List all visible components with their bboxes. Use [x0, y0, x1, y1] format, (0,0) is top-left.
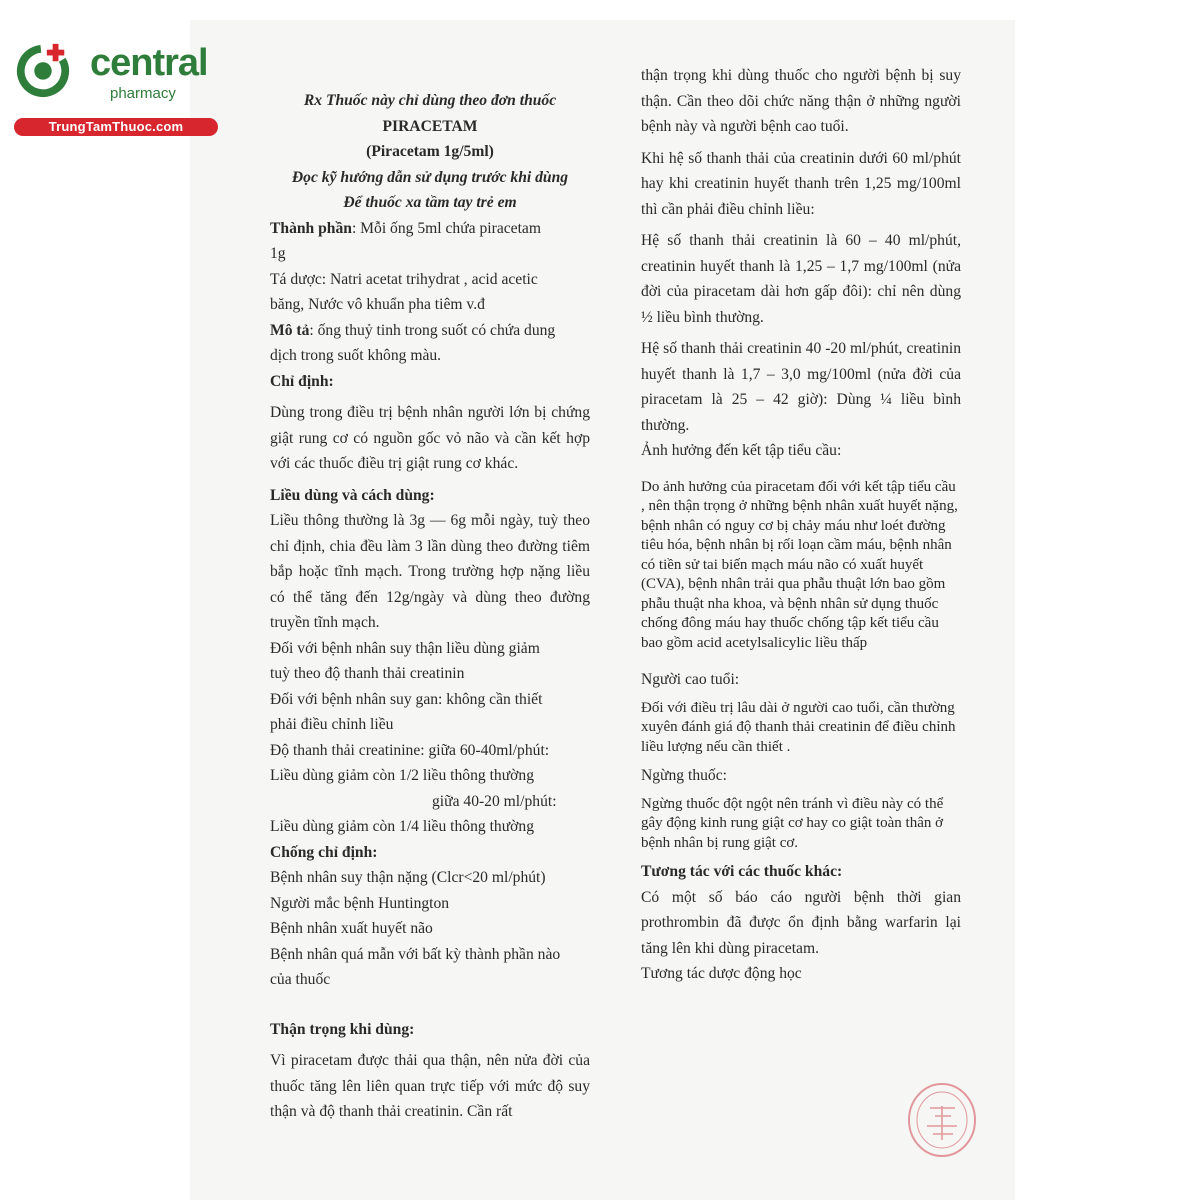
caution-text: Vì piracetam được thải qua thận, nên nửa đời của thuốc tăng lên liên quan trực tiếp với mức độ suy thận và độ thanh thải creatinin. Cần rất	[270, 1052, 590, 1120]
read-instructions: Đọc kỹ hướng dẫn sử dụng trước khi dùng	[291, 168, 569, 186]
product-name: PIRACETAM	[382, 117, 478, 135]
rx-notice: Rx Thuốc này chỉ dùng theo đơn thuốc	[303, 92, 557, 109]
hepatic-line-2: phải điều chỉnh liều	[270, 716, 394, 733]
composition-line	[270, 216, 590, 242]
elderly-text: Đối với điều trị lâu dài ở người cao tuổi, cần thường xuyên đánh giá độ thanh thải creatinin để điều chỉnh liều lượng nếu cần thiết .	[641, 699, 956, 755]
contraindication-item: Bệnh nhân suy thận nặng (Clcr<20 ml/phút)	[270, 869, 546, 886]
withdrawal-title: Ngừng thuốc:	[641, 767, 727, 784]
caution-title: Thận trọng khi dùng:	[270, 1020, 415, 1038]
contraindication-item: Bệnh nhân quá mẫn với bất kỳ thành phần nào	[270, 945, 561, 963]
right-column	[641, 63, 961, 987]
clearance-range-1-text: Hệ số thanh thải creatinin là 60 – 40 ml/phút, creatinin huyết thanh là 1,25 – 1,7 mg/100ml (nửa đời của piracetam dài hơn gấp đôi): chỉ nên dùng ½ liều bình thường.	[641, 232, 961, 326]
description-cont: dịch trong suốt không màu.	[270, 347, 442, 364]
description-label: Mô tả	[270, 321, 310, 339]
clearance-line-4: Liều dùng giảm còn 1/4 liều thông thường	[270, 818, 534, 835]
interaction-text: Có một số báo cáo người bệnh thời gian prothrombin đã được ổn định bằng warfarin lại tăng lên khi dùng piracetam.	[641, 888, 961, 957]
excipient-line-1: Tá dược: Natri acetat trihydrat , acid acetic	[270, 270, 538, 288]
contraindication-title: Chống chỉ định:	[270, 843, 378, 861]
renal-line-1: Đối với bệnh nhân suy thận liều dùng giảm	[270, 639, 540, 657]
left-column	[270, 88, 590, 1125]
clearance-line-3: giữa 40-20 ml/phút:	[432, 792, 557, 810]
clearance-line-2: Liều dùng giảm còn 1/2 liều thông thường	[270, 767, 534, 784]
composition-cont: 1g	[270, 245, 286, 262]
brand-name: central	[90, 42, 208, 84]
interaction-title: Tương tác với các thuốc khác:	[641, 863, 843, 880]
description-text: : ống thuỷ tinh trong suốt có chứa dung	[309, 321, 556, 339]
indication-title: Chỉ định:	[270, 372, 334, 390]
brand-website: TrungTamThuoc.com	[14, 118, 218, 136]
caution-cont-text: thận trọng khi dùng thuốc cho người bệnh bị suy thận. Cần theo dõi chức năng thận ở những người bệnh này và người bệnh cao tuổi.	[641, 67, 961, 135]
red-seal-stamp-icon	[905, 1080, 980, 1160]
keep-away-notice: Để thuốc xa tầm tay trẻ em	[343, 194, 517, 211]
pharmacy-cross-logo-icon	[14, 40, 72, 98]
pharmacokinetic-interaction: Tương tác dược động học	[641, 965, 802, 982]
excipient-line-2: băng, Nước vô khuẩn pha tiêm v.đ	[270, 296, 485, 313]
renal-line-2: tuỳ theo độ thanh thải creatinin	[270, 665, 465, 682]
clearance-range-2-text: Hệ số thanh thải creatinin 40 -20 ml/phút, creatinin huyết thanh là 1,7 – 3,0 mg/100ml (nửa đời của piracetam là 25 – 42 giờ): Dùng ¼ liều bình thường.	[641, 340, 961, 434]
clearance-line-1: Độ thanh thải creatinine: giữa 60-40ml/phút:	[270, 741, 550, 759]
hepatic-line-1: Đối với bệnh nhân suy gan: không cần thiết	[270, 690, 543, 708]
dosage-text: Liều thông thường là 3g — 6g mỗi ngày, tuỳ theo chỉ định, chia đều làm 3 lần dùng theo đường tiêm bắp hoặc tĩnh mạch. Trong trường hợp nặng liều có thể tăng đến 12g/ngày và dùng theo đường truyền tĩnh mạch.	[270, 512, 590, 631]
composition-text: : Mỗi ống 5ml chứa piracetam	[351, 219, 541, 237]
central-pharmacy-logo	[8, 30, 213, 135]
withdrawal-text: Ngừng thuốc đột ngột nên tránh vì điều này có thể gây động kinh rung giật cơ hay co giật toàn thân ở bệnh nhân bị rung giật cơ.	[641, 795, 944, 851]
elderly-title: Người cao tuổi:	[641, 671, 740, 688]
contraindication-item: Bệnh nhân xuất huyết não	[270, 920, 433, 937]
contraindication-item: Người mắc bệnh Huntington	[270, 894, 450, 912]
dosage-title: Liều dùng và cách dùng:	[270, 486, 435, 504]
product-strength: (Piracetam 1g/5ml)	[366, 143, 494, 160]
brand-subtitle: pharmacy	[110, 85, 176, 102]
clearance-adjust-text: Khi hệ số thanh thải của creatinin dưới 60 ml/phút hay khi creatinin huyết thanh trên 1,25 mg/100ml thì cần phải điều chỉnh liều:	[641, 149, 961, 218]
indication-text: Dùng trong điều trị bệnh nhân người lớn bị chứng giật rung cơ có nguồn gốc vỏ não và cần kết hợp với các thuốc điều trị giật rung cơ khác.	[270, 404, 590, 472]
contraindication-item: của thuốc	[270, 971, 331, 988]
platelet-text: Do ảnh hưởng của piracetam đối với kết tập tiểu cầu , nên thận trọng ở những bệnh nhân xuất huyết nặng, bệnh nhân có nguy cơ bị chảy máu như loét đường tiêu hóa, bệnh nhân bị rối loạn cầm máu, bệnh nhân có tiền sử tai biến mạch máu não có xuất huyết (CVA), bệnh nhân trải qua phẫu thuật lớn bao gồm phẫu thuật nha khoa, và bệnh nhân sử dụng thuốc chống đông máu hay thuốc chống tập kết tiểu cầu bao gồm acid acetylsalicylic liều thấp	[641, 478, 958, 651]
description-line	[270, 318, 590, 344]
composition-label: Thành phần	[270, 219, 352, 237]
platelet-title: Ảnh hưởng đến kết tập tiểu cầu:	[641, 442, 842, 459]
